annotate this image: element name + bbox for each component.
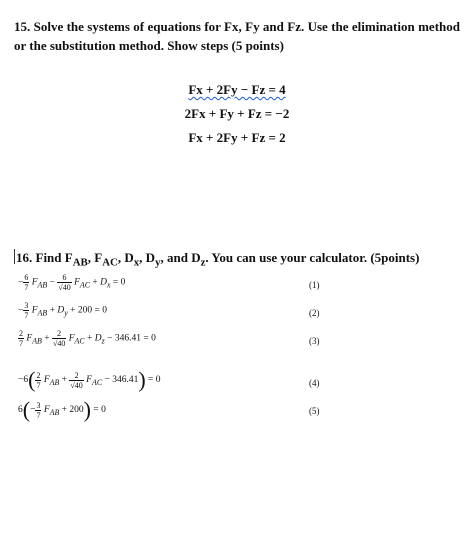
equation-2-label: (2) [309,308,320,318]
system-equation-1: Fx + 2Fy − Fz = 4 [188,82,286,97]
equation-2: − $\frac{3}{7}$ $F_{AB} + D_y + 200 = 0$ [18,301,107,320]
equation-5: 6(− $\frac{3}{7}$ $F_{AB} + 200) = 0$ [18,397,106,422]
equation-1: − $\frac{6}{7}$ $F_{AB}$ − $\frac{6}{√40}$ $F_{AC} + D_x = 0$ [18,273,126,292]
equation-1-label: (1) [309,280,320,290]
equation-3: $\frac{2}{7}$ $F_{AB}$ + $\frac{2}{√40}$ $F_{AC} + D_z - 346.41 = 0$ [19,329,156,348]
equation-4: −6( $\frac{2}{7}$ $F_{AB}$ + $\frac{2}{√40}$ $F_{AC} - 346.41) = 0$ [18,367,161,392]
text-cursor [14,249,15,264]
equation-3-label: (3) [309,336,320,346]
question-15 [14,17,460,55]
system-equation-2: 2Fx + Fy + Fz = −2 [184,106,290,121]
equation-4-label: (4) [309,378,320,388]
system-equation-3: Fx + 2Fy + Fz = 2 [188,130,286,145]
equation-5-label: (5) [309,406,320,416]
question-16: 16. Find $F_{AB}$, $F_{AC}$, $D_x$, $D_y$, and $D_z$. You can use your calculator. (5points) [16,250,420,269]
question-15-text: 15. Solve the systems of equations for Fx, Fy and Fz. Use the elimination method or the substitution method. Show steps (5 points) [14,19,460,53]
